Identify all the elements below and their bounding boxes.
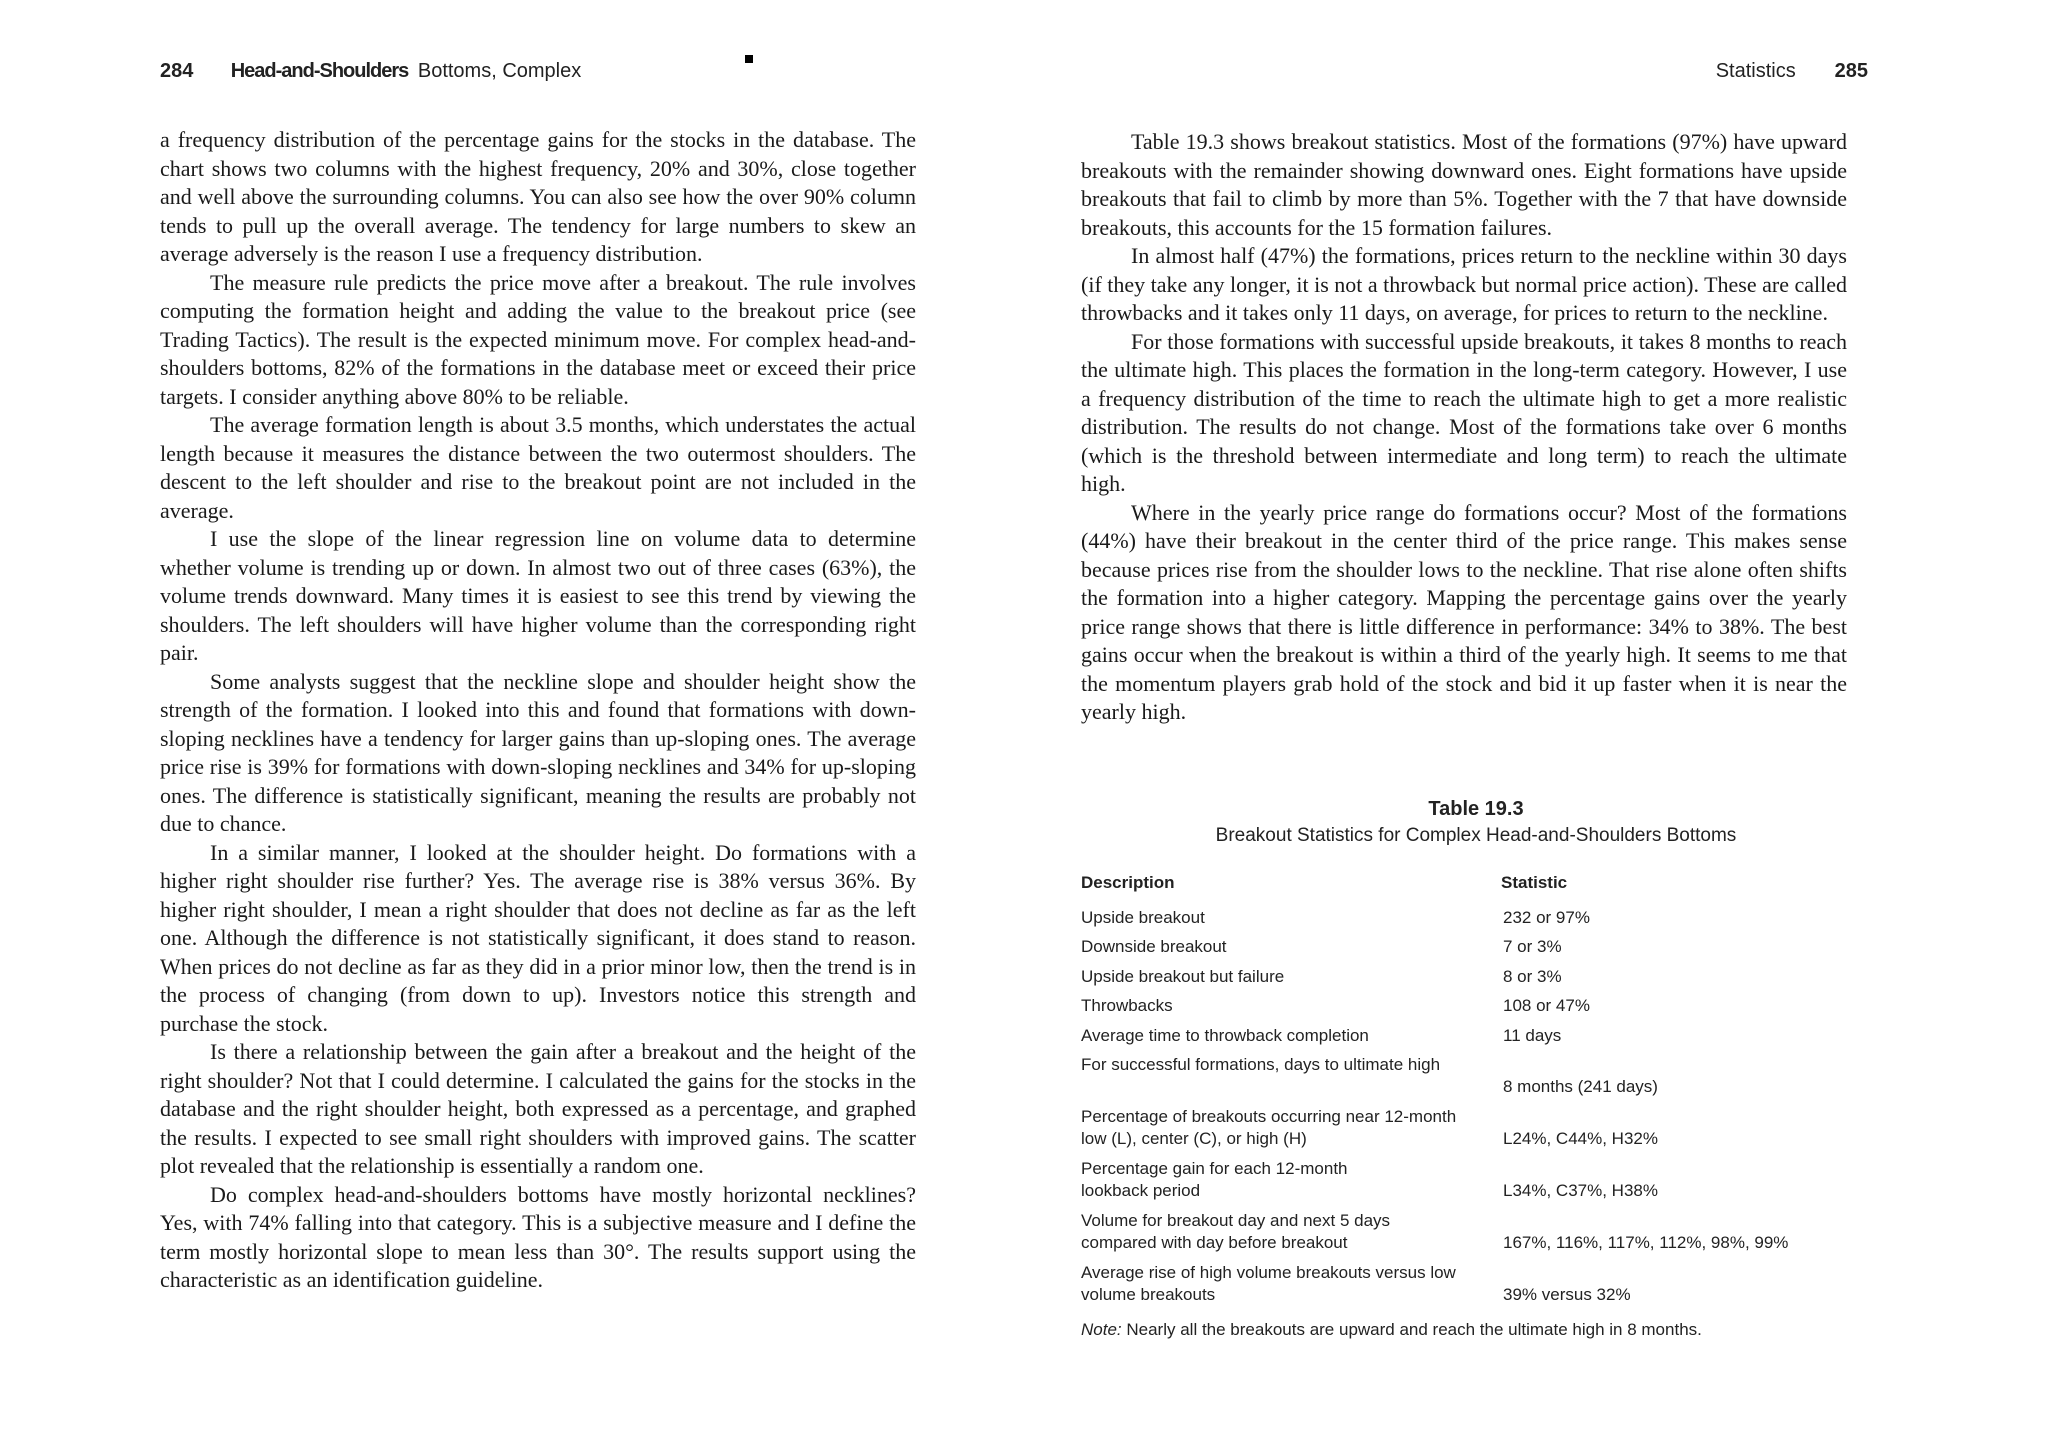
table-row bbox=[1081, 1106, 1871, 1158]
paragraph: Some analysts suggest that the neckline slope and shoulder height show the strength of the formation. I looked into this and found that formations with down-sloping necklines have a tendency for larger gains than up-sloping ones. The average price rise is 39% for formations with down-sloping necklines and 34% for up-sloping ones. The difference is statistically significant, meaning the results are probably not due to chance. bbox=[160, 668, 916, 836]
table-row bbox=[1081, 1262, 1871, 1314]
table-row bbox=[1081, 936, 1871, 966]
page-number: 284 bbox=[160, 60, 194, 82]
print-mark bbox=[745, 55, 753, 63]
paragraph: In almost half (47%) the formations, prices return to the neckline within 30 days (if they take any longer, it is not a throwback but normal price action). These are called throwbacks and it takes only 11 days, on average, for prices to return to the neckline. bbox=[1081, 243, 1847, 325]
col-description-header: Description bbox=[1081, 873, 1175, 892]
right-page bbox=[1024, 0, 2048, 1449]
col-statistic-header: Statistic bbox=[1501, 873, 1568, 892]
table-row bbox=[1081, 1025, 1871, 1054]
running-head-garbled: Head-and-Shoulders bbox=[230, 60, 409, 83]
table-note bbox=[1081, 1320, 1702, 1340]
running-head-text: Bottoms, Complex bbox=[417, 60, 582, 82]
paragraph: In a similar manner, I looked at the shoulder height. Do formations with a higher right shoulder rise further? Yes. The average rise is 38% versus 36%. By higher right shoulder, I mean a right shoulder that does not decline as far as the left one. Although the difference is not statistically significant, it does stand to reason. When prices do not decline as far as they did in a prior minor low, then the trend is in the process of changing (from down to up). Investors notice this strength and purchase the stock. bbox=[160, 839, 916, 1036]
page-number: 285 bbox=[1834, 60, 1868, 82]
table-row bbox=[1081, 1054, 1871, 1106]
row-statistic: 167%, 116%, 117%, 112%, 98%, 99% bbox=[1503, 1233, 1789, 1252]
row-description: Percentage gain for each 12-month lookback period bbox=[1081, 1159, 1348, 1200]
row-statistic: 8 months (241 days) bbox=[1503, 1077, 1658, 1096]
running-head-left bbox=[160, 60, 581, 83]
running-head-text: Statistics bbox=[1715, 60, 1796, 82]
row-description: Downside breakout bbox=[1081, 937, 1227, 956]
row-statistic: 11 days bbox=[1503, 1026, 1562, 1045]
table-row bbox=[1081, 995, 1871, 1025]
paragraph: The measure rule predicts the price move after a breakout. The rule involves computing the formation height and adding the value to the breakout price (see Trading Tactics). The result is the expected minimum move. For complex head-and-shoulders bottoms, 82% of the formations in the database meet or exceed their price targets. I consider anything above 80% to be reliable. bbox=[160, 269, 916, 409]
row-description: Throwbacks bbox=[1081, 996, 1173, 1015]
row-statistic: 108 or 47% bbox=[1503, 996, 1590, 1015]
row-description: Volume for breakout day and next 5 days compared with day before breakout bbox=[1081, 1211, 1391, 1252]
row-statistic: L34%, C37%, H38% bbox=[1503, 1181, 1658, 1200]
paragraph: Is there a relationship between the gain after a breakout and the height of the right shoulder? Not that I could determine. I calculated the gains for the stocks in the database and the right shoulder height, both expressed as a percentage, and graphed the results. I expected to see small right shoulders with improved gains. The scatter plot revealed that the relationship is essentially a random one. bbox=[160, 1039, 916, 1178]
paragraph: I use the slope of the linear regression line on volume data to determine whether volume is trending up or down. In almost two out of three cases (63%), the volume trends downward. Many times it is easiest to see this trend by viewing the shoulders. The left shoulders will have higher volume than the corresponding right pair. bbox=[160, 526, 916, 665]
row-statistic: 7 or 3% bbox=[1503, 937, 1562, 956]
table-subtitle: Breakout Statistics for Complex Head-and-Shoulders Bottoms bbox=[1215, 825, 1737, 846]
row-description: Average rise of high volume breakouts versus low volume breakouts bbox=[1081, 1263, 1456, 1304]
table-row bbox=[1081, 907, 1871, 936]
table-row bbox=[1081, 1158, 1871, 1210]
row-statistic: L24%, C44%, H32% bbox=[1503, 1129, 1658, 1148]
note-label: Note: bbox=[1081, 1320, 1122, 1339]
running-head-right bbox=[1716, 60, 1868, 83]
left-body-text bbox=[160, 126, 916, 1295]
paragraph: Table 19.3 shows breakout statistics. Most of the formations (97%) have upward breakouts with the remainder showing downward ones. Eight formations have upside breakouts that fail to climb by more than 5%. Together with the 7 that have downside breakouts, this accounts for the 15 formation failures. bbox=[1081, 129, 1847, 240]
row-description: Upside breakout bbox=[1081, 908, 1205, 927]
paragraph: a frequency distribution of the percentage gains for the stocks in the database. The chart shows two columns with the highest frequency, 20% and 30%, close together and well above the surrounding columns. You can also see how the over 90% column tends to pull up the overall average. The tendency for large numbers to skew an average adversely is the reason I use a frequency distribution. bbox=[160, 127, 916, 266]
paragraph: The average formation length is about 3.5 months, which understates the actual length because it measures the distance between the two outermost shoulders. The descent to the left shoulder and rise to the breakout point are not included in the average. bbox=[160, 412, 916, 523]
table-row bbox=[1081, 1210, 1871, 1262]
row-description: Average time to throwback completion bbox=[1081, 1026, 1369, 1045]
row-statistic: 39% versus 32% bbox=[1503, 1285, 1631, 1304]
row-statistic: 232 or 97% bbox=[1503, 908, 1590, 927]
paragraph: Where in the yearly price range do formations occur? Most of the formations (44%) have their breakout in the center third of the price range. This makes sense because prices rise from the shoulder lows to the neckline. That rise alone often shifts the formation into a higher category. Mapping the percentage gains over the yearly price range shows that there is little difference in performance: 34% to 38%. The best gains occur when the breakout is within a third of the yearly high. It seems to me that the momentum players grab hold of the stock and bid it up faster when it is near the yearly high. bbox=[1081, 499, 1847, 724]
breakout-statistics-table bbox=[1081, 796, 1871, 1339]
row-description: For successful formations, days to ultimate high bbox=[1081, 1055, 1441, 1074]
paragraph: Do complex head-and-shoulders bottoms have mostly horizontal necklines? Yes, with 74% falling into that category. This is a subjective measure and I define the term mostly horizontal slope to mean less than 30°. The results support using the characteristic as an identification guideline. bbox=[160, 1181, 916, 1292]
table-title: Table 19.3 bbox=[1428, 798, 1524, 820]
right-body-text bbox=[1081, 128, 1847, 727]
paragraph: For those formations with successful upside breakouts, it takes 8 months to reach the ultimate high. This places the formation in the long-term category. However, I use a frequency distribution of the time to reach the ultimate high to get a more realistic distribution. The results do not change. Most of the formations take over 6 months (which is the threshold between intermediate and long term) to reach the ultimate high. bbox=[1081, 328, 1847, 496]
row-description: Upside breakout but failure bbox=[1081, 967, 1285, 986]
note-text: Nearly all the breakouts are upward and reach the ultimate high in 8 months. bbox=[1126, 1320, 1702, 1339]
row-description: Percentage of breakouts occurring near 12-month low (L), center (C), or high (H) bbox=[1081, 1107, 1457, 1148]
table-row bbox=[1081, 966, 1871, 995]
table-header bbox=[1081, 867, 1871, 907]
row-statistic: 8 or 3% bbox=[1503, 967, 1562, 986]
